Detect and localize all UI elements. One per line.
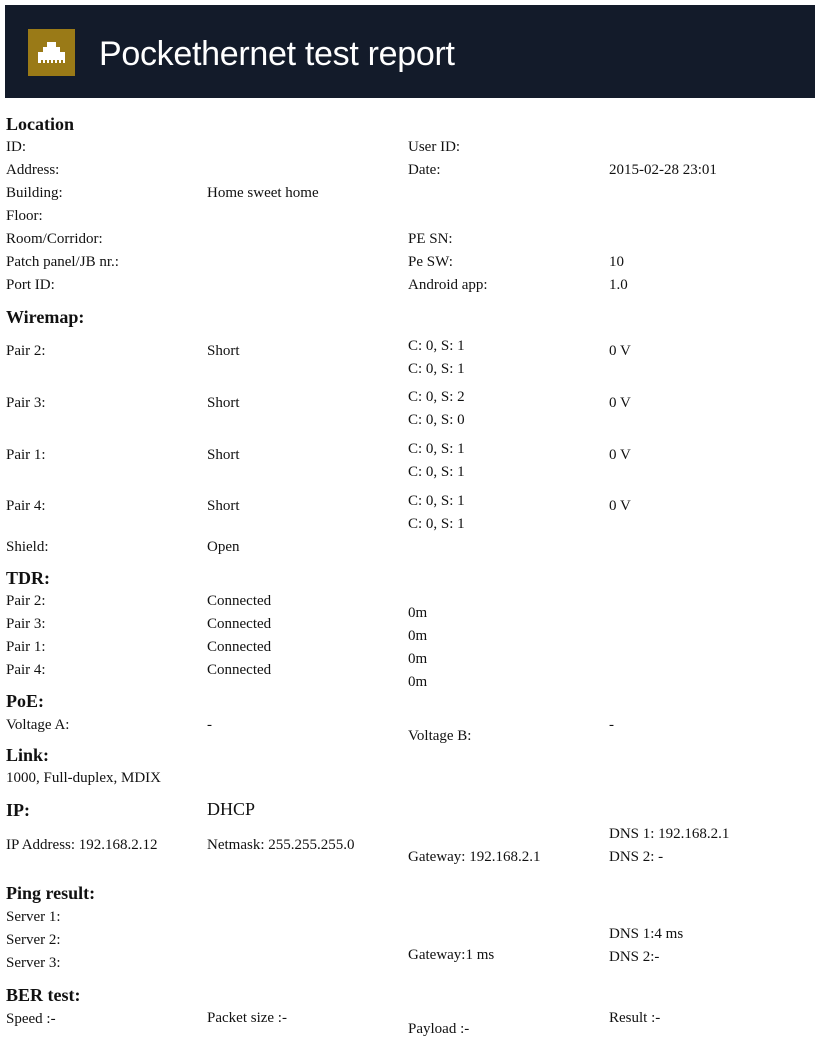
port-id-label: Port ID:	[6, 277, 55, 293]
voltage-a-value: -	[207, 717, 212, 733]
wiremap-pair-label: Pair 1:	[6, 447, 46, 463]
android-app-value: 1.0	[609, 277, 628, 293]
patch-panel-label: Patch panel/JB nr.:	[6, 254, 119, 270]
voltage-b-label: Voltage B:	[408, 728, 472, 744]
wiremap-pair-voltage: 0 V	[609, 447, 631, 463]
ber-speed: Speed :-	[6, 1011, 56, 1027]
tdr-pair-status: Connected	[207, 639, 272, 655]
wiremap-pair-line2: C: 0, S: 0	[408, 412, 465, 428]
wiremap-pair-label: Pair 4:	[6, 498, 46, 514]
date-value: 2015-02-28 23:01	[609, 162, 717, 178]
date-label: Date:	[408, 162, 441, 178]
tdr-pair-status: Connected	[207, 593, 272, 609]
ping-server-2: Server 2:	[6, 932, 61, 948]
ping-dns-1: DNS 1:4 ms	[609, 926, 684, 942]
wiremap-pair-line1: C: 0, S: 1	[408, 338, 465, 354]
wiremap-pair-line1: C: 0, S: 1	[408, 493, 465, 509]
tdr-pair-length: 0m	[408, 651, 428, 667]
tdr-pair-length: 0m	[408, 674, 428, 690]
wiremap-pair-line2: C: 0, S: 1	[408, 516, 465, 532]
ip-address: IP Address: 192.168.2.12	[6, 837, 158, 853]
wiremap-pair-status: Short	[207, 498, 240, 514]
report-title: Pockethernet test report	[99, 35, 455, 73]
tdr-pair-length: 0m	[408, 628, 428, 644]
voltage-a-label: Voltage A:	[6, 717, 70, 733]
report-header	[5, 5, 815, 98]
wiremap-pair-label: Pair 3:	[6, 395, 46, 411]
wiremap-pair-status: Short	[207, 343, 240, 359]
ping-dns-2: DNS 2:-	[609, 949, 660, 965]
wiremap-pair-status: Short	[207, 447, 240, 463]
tdr-pair-status: Connected	[207, 662, 272, 678]
poe-heading: PoE:	[6, 691, 44, 711]
tdr-heading: TDR:	[6, 568, 50, 588]
building-label: Building:	[6, 185, 63, 201]
room-corridor-label: Room/Corridor:	[6, 231, 103, 247]
tdr-pair-label: Pair 2:	[6, 593, 46, 609]
voltage-b-value: -	[609, 717, 614, 733]
building-value: Home sweet home	[207, 185, 319, 201]
netmask: Netmask: 255.255.255.0	[207, 837, 355, 853]
pe-sw-label: Pe SW:	[408, 254, 453, 270]
tdr-pair-label: Pair 4:	[6, 662, 46, 678]
ip-heading: IP:	[6, 800, 30, 820]
ber-packet-size: Packet size :-	[207, 1010, 287, 1026]
wiremap-heading: Wiremap:	[6, 307, 85, 327]
ping-heading: Ping result:	[6, 883, 96, 903]
address-label: Address:	[6, 162, 60, 178]
location-heading: Location	[6, 114, 75, 134]
wiremap-pair-voltage: 0 V	[609, 343, 631, 359]
wiremap-pair-line2: C: 0, S: 1	[408, 464, 465, 480]
shield-label: Shield:	[6, 539, 49, 555]
id-label: ID:	[6, 139, 26, 155]
tdr-pair-status: Connected	[207, 616, 272, 632]
ber-payload: Payload :-	[408, 1021, 470, 1037]
ping-server-3: Server 3:	[6, 955, 61, 971]
link-heading: Link:	[6, 745, 50, 765]
ping-server-1: Server 1:	[6, 909, 61, 925]
dns-1: DNS 1: 192.168.2.1	[609, 826, 730, 842]
tdr-pair-length: 0m	[408, 605, 428, 621]
wiremap-pair-voltage: 0 V	[609, 395, 631, 411]
ber-heading: BER test:	[6, 985, 81, 1005]
ethernet-port-icon	[28, 29, 75, 76]
ping-gateway: Gateway:1 ms	[408, 947, 495, 963]
shield-value: Open	[207, 539, 240, 555]
floor-label: Floor:	[6, 208, 43, 224]
ber-result: Result :-	[609, 1010, 661, 1026]
user-id-label: User ID:	[408, 139, 461, 155]
ethernet-port-glyph	[28, 29, 75, 76]
pe-sw-value: 10	[609, 254, 624, 270]
wiremap-pair-line1: C: 0, S: 1	[408, 441, 465, 457]
link-value: 1000, Full-duplex, MDIX	[6, 770, 161, 786]
android-app-label: Android app:	[408, 277, 488, 293]
tdr-pair-label: Pair 3:	[6, 616, 46, 632]
wiremap-pair-status: Short	[207, 395, 240, 411]
ip-mode: DHCP	[207, 799, 256, 819]
pe-sn-label: PE SN:	[408, 231, 453, 247]
tdr-pair-label: Pair 1:	[6, 639, 46, 655]
wiremap-pair-voltage: 0 V	[609, 498, 631, 514]
gateway: Gateway: 192.168.2.1	[408, 849, 541, 865]
dns-2: DNS 2: -	[609, 849, 664, 865]
wiremap-pair-line2: C: 0, S: 1	[408, 361, 465, 377]
wiremap-pair-line1: C: 0, S: 2	[408, 389, 465, 405]
wiremap-pair-label: Pair 2:	[6, 343, 46, 359]
